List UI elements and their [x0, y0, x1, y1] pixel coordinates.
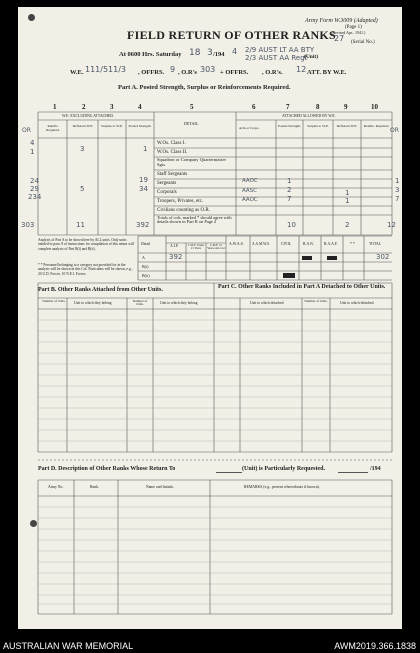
caption-right: AWM2019.366.1838: [334, 641, 416, 651]
col1-entry: 29: [30, 185, 39, 193]
col1-entry: 1: [30, 148, 35, 156]
part-b-col-header: Number of O.Rs.: [42, 299, 66, 303]
serial-value: 27: [334, 34, 345, 43]
col-number: 5: [190, 103, 194, 111]
col-number: 4: [138, 103, 142, 111]
part-b-col-header: Number of O.Rs.: [132, 299, 148, 307]
serial-label: (Serial No.): [351, 40, 375, 45]
col2-entry: 11: [76, 221, 85, 229]
analysis-header: TOTAL: [369, 242, 382, 246]
revised-note: (Revised Apr., 1941.): [331, 30, 366, 35]
deficient-header: Deficient W.E.: [72, 124, 94, 128]
caption-left: AUSTRALIAN WAR MEMORIAL: [3, 641, 134, 651]
col4-entry: 392: [136, 221, 150, 229]
offrs-label: , OFFRS.: [138, 69, 165, 76]
analysis-header: C.M.F. 21 Years and over: [207, 243, 225, 250]
surplus-header: Surplus to W.E.: [101, 124, 123, 128]
page-number: (Page 1): [345, 25, 362, 30]
col1-entry: 303: [21, 221, 35, 229]
col-number: 2: [82, 103, 86, 111]
part-c-col-header: Number of O.Rs.: [304, 299, 328, 303]
col4-entry: 1: [143, 145, 148, 153]
arm-header: Arm or Corps.: [239, 126, 260, 130]
part-c-title: Part C. Other Ranks Included in Part A Detached to Other Units.: [218, 284, 386, 290]
col7-entry: 7: [287, 195, 292, 203]
part-d-col-header: REMARKS (e.g., present whereabouts if known).: [244, 485, 320, 489]
part-d-col-header: Army No.: [48, 485, 64, 489]
analysis-note: Analysis of Part A to be shown here by ALL units. Only units entitled to para. 8 of instructions for compilation of this return will complete analysis of Part B(i) and B(ii).: [38, 238, 134, 251]
part-d-title: Part D. Description of Other Ranks Whose Return To: [38, 466, 176, 472]
analysis-row-label: A: [142, 255, 145, 260]
analysis-header: A.A.M.W.S.: [252, 242, 270, 246]
analysis-header: * *: [350, 242, 355, 246]
ors2-value: 12: [296, 65, 307, 74]
col2-entry: 5: [80, 185, 85, 193]
part-d-col-header: Name and Initials.: [146, 485, 174, 489]
col1-entry: 24: [30, 177, 39, 185]
analysis-header: CIVIL: [281, 242, 292, 246]
ors-label: , O.R's: [178, 69, 197, 76]
margin-mark: OR: [390, 127, 399, 134]
analysis-header: A.I.F.: [170, 244, 179, 248]
part-d-col-header: Rank.: [90, 485, 99, 489]
ors2-label: , O.R's.: [262, 69, 283, 76]
posted2-header: Posted Strength.: [278, 124, 301, 128]
detail-row-label: Corporals: [157, 190, 177, 195]
part-b-col-header: Unit to which they belong: [160, 301, 198, 305]
year-suffix: 4: [232, 47, 238, 56]
col6-entry: AASC: [242, 188, 258, 194]
col7-entry: 10: [287, 221, 296, 229]
detail-row-label: Sergeants: [157, 181, 177, 186]
date-month: 3: [207, 48, 213, 58]
col1-entry: 234: [28, 193, 42, 201]
col9-entry: 1: [345, 197, 350, 205]
col2-entry: 3: [80, 145, 85, 153]
ors-value: 303: [200, 65, 216, 74]
form-title: FIELD RETURN OF OTHER RANKS: [127, 28, 337, 42]
att-label: ATT. BY W.E.: [307, 69, 347, 76]
col10-entry: 12: [387, 221, 396, 229]
at-label: At 0600 Hrs. Saturday: [119, 51, 182, 58]
analysis-header: R.A.N.: [303, 242, 314, 246]
year-prefix: /194: [213, 51, 225, 58]
col6-entry: AAOC: [242, 178, 258, 184]
reinfts2-header: Reinfts. Required.: [363, 124, 390, 128]
part-d-date-blank: [338, 472, 368, 473]
analysis-total-value: 302: [376, 253, 390, 261]
analysis-aif-value: 392: [169, 253, 183, 261]
we-value: 111/511/3: [85, 65, 127, 74]
col-number: 6: [252, 103, 256, 111]
margin-mark: OR: [22, 127, 31, 134]
date-day: 18: [189, 48, 201, 58]
detail-header: DETAIL.: [184, 121, 200, 126]
deficient2-header: Deficient W.E.: [336, 124, 358, 128]
posted-header: Posted Strength.: [128, 124, 152, 128]
plus-offrs-label: + OFFRS.: [220, 69, 249, 76]
detail-row-label: Squadron or Company Quartermaster Sgts.: [157, 157, 227, 167]
part-d-date: /194: [370, 466, 381, 472]
col1-entry: 4: [30, 139, 35, 147]
col7-entry: 2: [287, 186, 292, 194]
we-excl-header: W.E. EXCLUDING ATTACHED.: [62, 114, 114, 118]
unit-label: (Unit): [304, 54, 319, 60]
col-number: 1: [53, 103, 57, 111]
col-number: 8: [316, 103, 320, 111]
col-number: 7: [286, 103, 290, 111]
part-b-col-header: Unit to which they belong: [74, 301, 112, 305]
col6-entry: AAOC: [242, 197, 258, 203]
detail-row-label: Civilians counting as O.R.: [157, 208, 210, 213]
part-d-unit: (Unit) is Particularly Requested.: [242, 466, 325, 472]
we-label: W.E.: [70, 69, 84, 76]
col-number: 9: [344, 103, 348, 111]
part-b-title: Part B. Other Ranks Attached from Other Units.: [38, 287, 163, 293]
unit-line-1: 2/9 AUST LT AA BTY: [245, 46, 315, 54]
col-number: 10: [371, 103, 378, 111]
detail-row-label: Troopers, Privates, etc.: [157, 199, 204, 204]
analysis-header: C.M.F. Under 21 Years: [187, 243, 205, 250]
att-allowed-header: ATTACHED ALLOWED BY W.E.: [282, 114, 336, 118]
offrs-value: 9: [170, 65, 176, 74]
part-c-col-header: Unit to which detached.: [340, 301, 375, 305]
col9-entry: 1: [345, 189, 350, 197]
unit-line-2: 2/3 AUST AA Regt: [245, 54, 308, 62]
col9-entry: 2: [345, 221, 350, 229]
analysis-row-label: B(ii): [142, 273, 150, 278]
col10-entry: 7: [395, 195, 400, 203]
analysis-header: A.W.A.S.: [229, 242, 244, 246]
part-c-col-header: Unit to which detached.: [250, 301, 285, 305]
col4-entry: 19: [139, 176, 148, 184]
reinfts-header: Reinfts. Required.: [46, 124, 60, 132]
analysis-note-2: * * Personnel belonging to a category not provided for in the analysis will be shown in this Col. Particulars will be shown, e.g., 20 U.D. Forces, 10 N.E.I. Forces.: [38, 263, 133, 276]
analysis-header: Detail: [141, 242, 151, 246]
detail-row-label: Totals of cols. marked * should agree with details shown in Part B on Page 2: [157, 215, 232, 225]
form-number: Army Form W.3009 (Adapted): [305, 18, 378, 24]
detail-row-label: W.Os. Class I.: [157, 141, 186, 146]
surplus2-header: Surplus to W.E.: [307, 124, 329, 128]
col10-entry: 3: [395, 186, 400, 194]
col4-entry: 34: [139, 185, 148, 193]
analysis-header: R.A.A.F.: [324, 242, 338, 246]
col-number: 3: [110, 103, 114, 111]
detail-row-label: Staff Sergeants: [157, 172, 188, 177]
part-d-unit-blank: [216, 472, 242, 473]
part-a-title: Part A. Posted Strength, Surplus or Reinforcements Required.: [118, 84, 291, 91]
col10-entry: 1: [395, 177, 400, 185]
detail-row-label: W.Os. Class II.: [157, 150, 188, 155]
analysis-row-label: B(i): [142, 264, 149, 269]
col7-entry: 1: [287, 177, 292, 185]
